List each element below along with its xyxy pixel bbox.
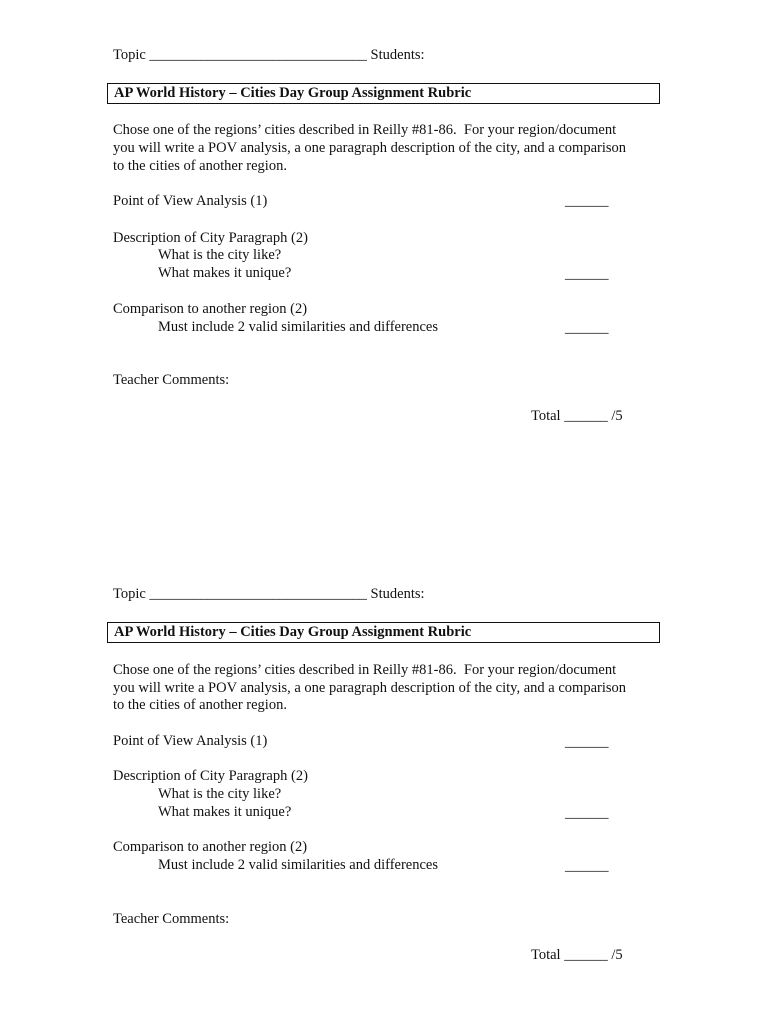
instructions-line-1: Chose one of the regions’ cities described in Reilly #81-86. For your region/document: [113, 662, 617, 678]
score-blank-pov: ______: [565, 193, 609, 209]
instructions-line-2: you will write a POV analysis, a one paragraph description of the city, and a comparison: [113, 140, 627, 156]
criterion-comparison-detail: Must include 2 valid similarities and differences: [158, 319, 438, 335]
score-blank-comparison: ______: [565, 320, 609, 336]
instructions-line-3: to the cities of another region.: [113, 158, 287, 174]
rubric-title: AP World History – Cities Day Group Assignment Rubric: [114, 624, 472, 640]
criterion-description-q1: What is the city like?: [158, 247, 282, 263]
criterion-description: Description of City Paragraph (2): [113, 768, 308, 784]
criterion-comparison-detail: Must include 2 valid similarities and differences: [158, 857, 438, 873]
rubric-top: [0, 0, 768, 400]
total-score-line: Total ______ /5: [531, 408, 623, 424]
topic-students-line: Topic ______________________________ Students:: [113, 47, 425, 63]
rubric-title-box: [107, 622, 660, 643]
rubric-title: AP World History – Cities Day Group Assignment Rubric: [114, 85, 472, 101]
total-score-line: Total ______ /5: [531, 947, 623, 963]
criterion-pov: Point of View Analysis (1): [113, 193, 268, 209]
criterion-description-q2: What makes it unique?: [158, 804, 292, 820]
criterion-description: Description of City Paragraph (2): [113, 230, 308, 246]
score-blank-description: ______: [565, 805, 609, 821]
teacher-comments-label: Teacher Comments:: [113, 911, 230, 927]
teacher-comments-label: Teacher Comments:: [113, 372, 230, 388]
instructions-line-2: you will write a POV analysis, a one paragraph description of the city, and a comparison: [113, 680, 627, 696]
rubric-bottom: [0, 539, 768, 939]
criterion-description-q1: What is the city like?: [158, 786, 282, 802]
topic-students-line: Topic ______________________________ Students:: [113, 586, 425, 602]
criterion-comparison: Comparison to another region (2): [113, 301, 308, 317]
criterion-description-q2: What makes it unique?: [158, 265, 292, 281]
instructions-line-3: to the cities of another region.: [113, 697, 287, 713]
score-blank-description: ______: [565, 266, 609, 282]
criterion-comparison: Comparison to another region (2): [113, 839, 308, 855]
criterion-pov: Point of View Analysis (1): [113, 733, 268, 749]
score-blank-comparison: ______: [565, 858, 609, 874]
instructions-line-1: Chose one of the regions’ cities described in Reilly #81-86. For your region/document: [113, 122, 617, 138]
rubric-title-box: [107, 83, 660, 104]
score-blank-pov: ______: [565, 734, 609, 750]
